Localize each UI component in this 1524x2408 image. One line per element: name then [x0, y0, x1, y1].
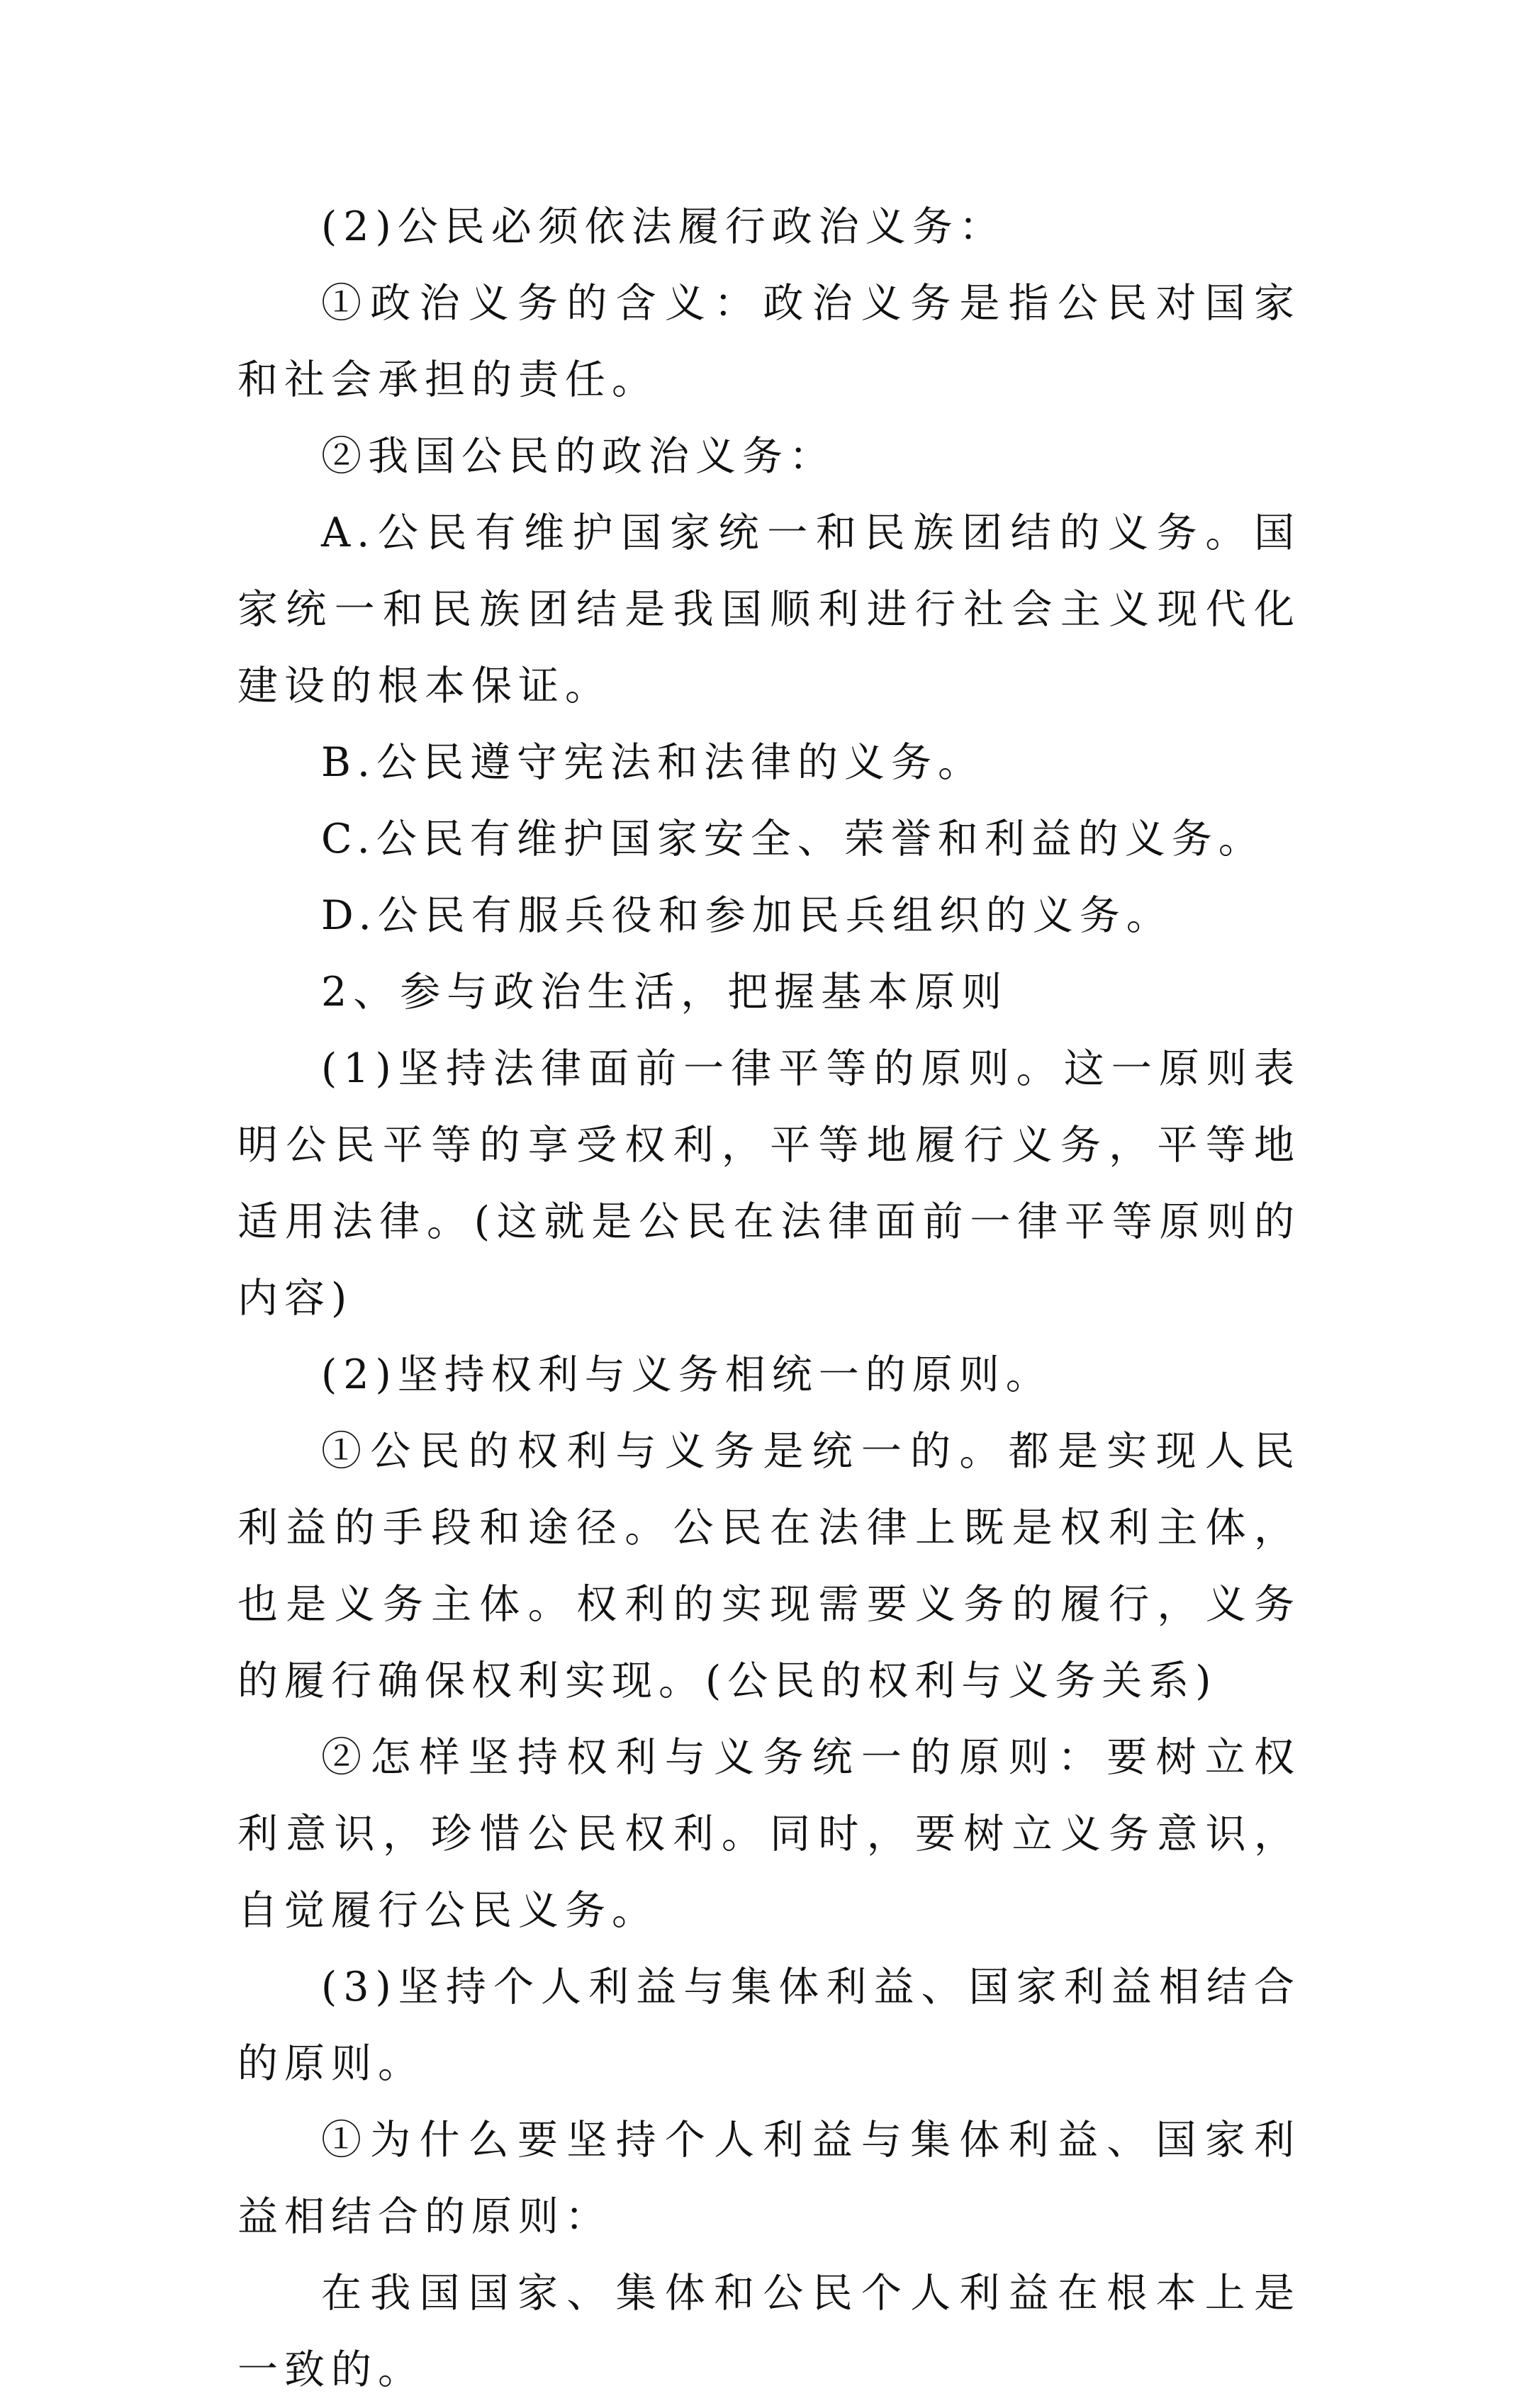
paragraph-principle-equality: (1)坚持法律面前一律平等的原则。这一原则表明公民平等的享受权利，平等地履行义务，平等地适用法律。(这就是公民在法律面前一律平等原则的内容) — [237, 1045, 1301, 1322]
paragraph-political-obligation-heading: (2)公民必须依法履行政治义务： — [321, 203, 1006, 250]
paragraph-rights-duties-unity: ①公民的权利与义务是统一的。都是实现人民利益的手段和途径。公民在法律上既是权利主体，也是义务主体。权利的实现需要义务的履行，义务的履行确保权利实现。(公民的权利与义务关系) — [237, 1428, 1301, 1704]
paragraph-obligation-d: D.公民有服兵役和参加民兵组织的义务。 — [321, 892, 1173, 939]
paragraph-section-2-heading: 2、参与政治生活，把握基本原则 — [321, 969, 1009, 1015]
paragraph-interests-consistent: 在我国国家、集体和公民个人利益在根本上是一致的。 — [237, 2270, 1301, 2393]
paragraph-obligation-b: B.公民遵守宪法和法律的义务。 — [321, 739, 985, 786]
paragraph-principle-interests: (3)坚持个人利益与集体利益、国家利益相结合的原则。 — [237, 1964, 1301, 2087]
paragraph-principle-rights-duties: (2)坚持权利与义务相统一的原则。 — [321, 1351, 1053, 1398]
paragraph-obligation-a: A.公民有维护国家统一和民族团结的义务。国家统一和民族团结是我国顺利进行社会主义现代化建设的根本保证。 — [237, 510, 1301, 709]
paragraph-obligation-c: C.公民有维护国家安全、荣誉和利益的义务。 — [321, 816, 1265, 862]
paragraph-interests-why: ①为什么要坚持个人利益与集体利益、国家利益相结合的原则： — [237, 2117, 1301, 2240]
paragraph-obligations-list-heading: ②我国公民的政治义务： — [321, 433, 836, 480]
paragraph-obligation-definition: ①政治义务的含义：政治义务是指公民对国家和社会承担的责任。 — [237, 280, 1301, 403]
document-body — [237, 189, 1301, 2408]
paragraph-rights-duties-how: ②怎样坚持权利与义务统一的原则：要树立权利意识，珍惜公民权利。同时，要树立义务意识，自觉履行公民义务。 — [237, 1734, 1301, 1934]
